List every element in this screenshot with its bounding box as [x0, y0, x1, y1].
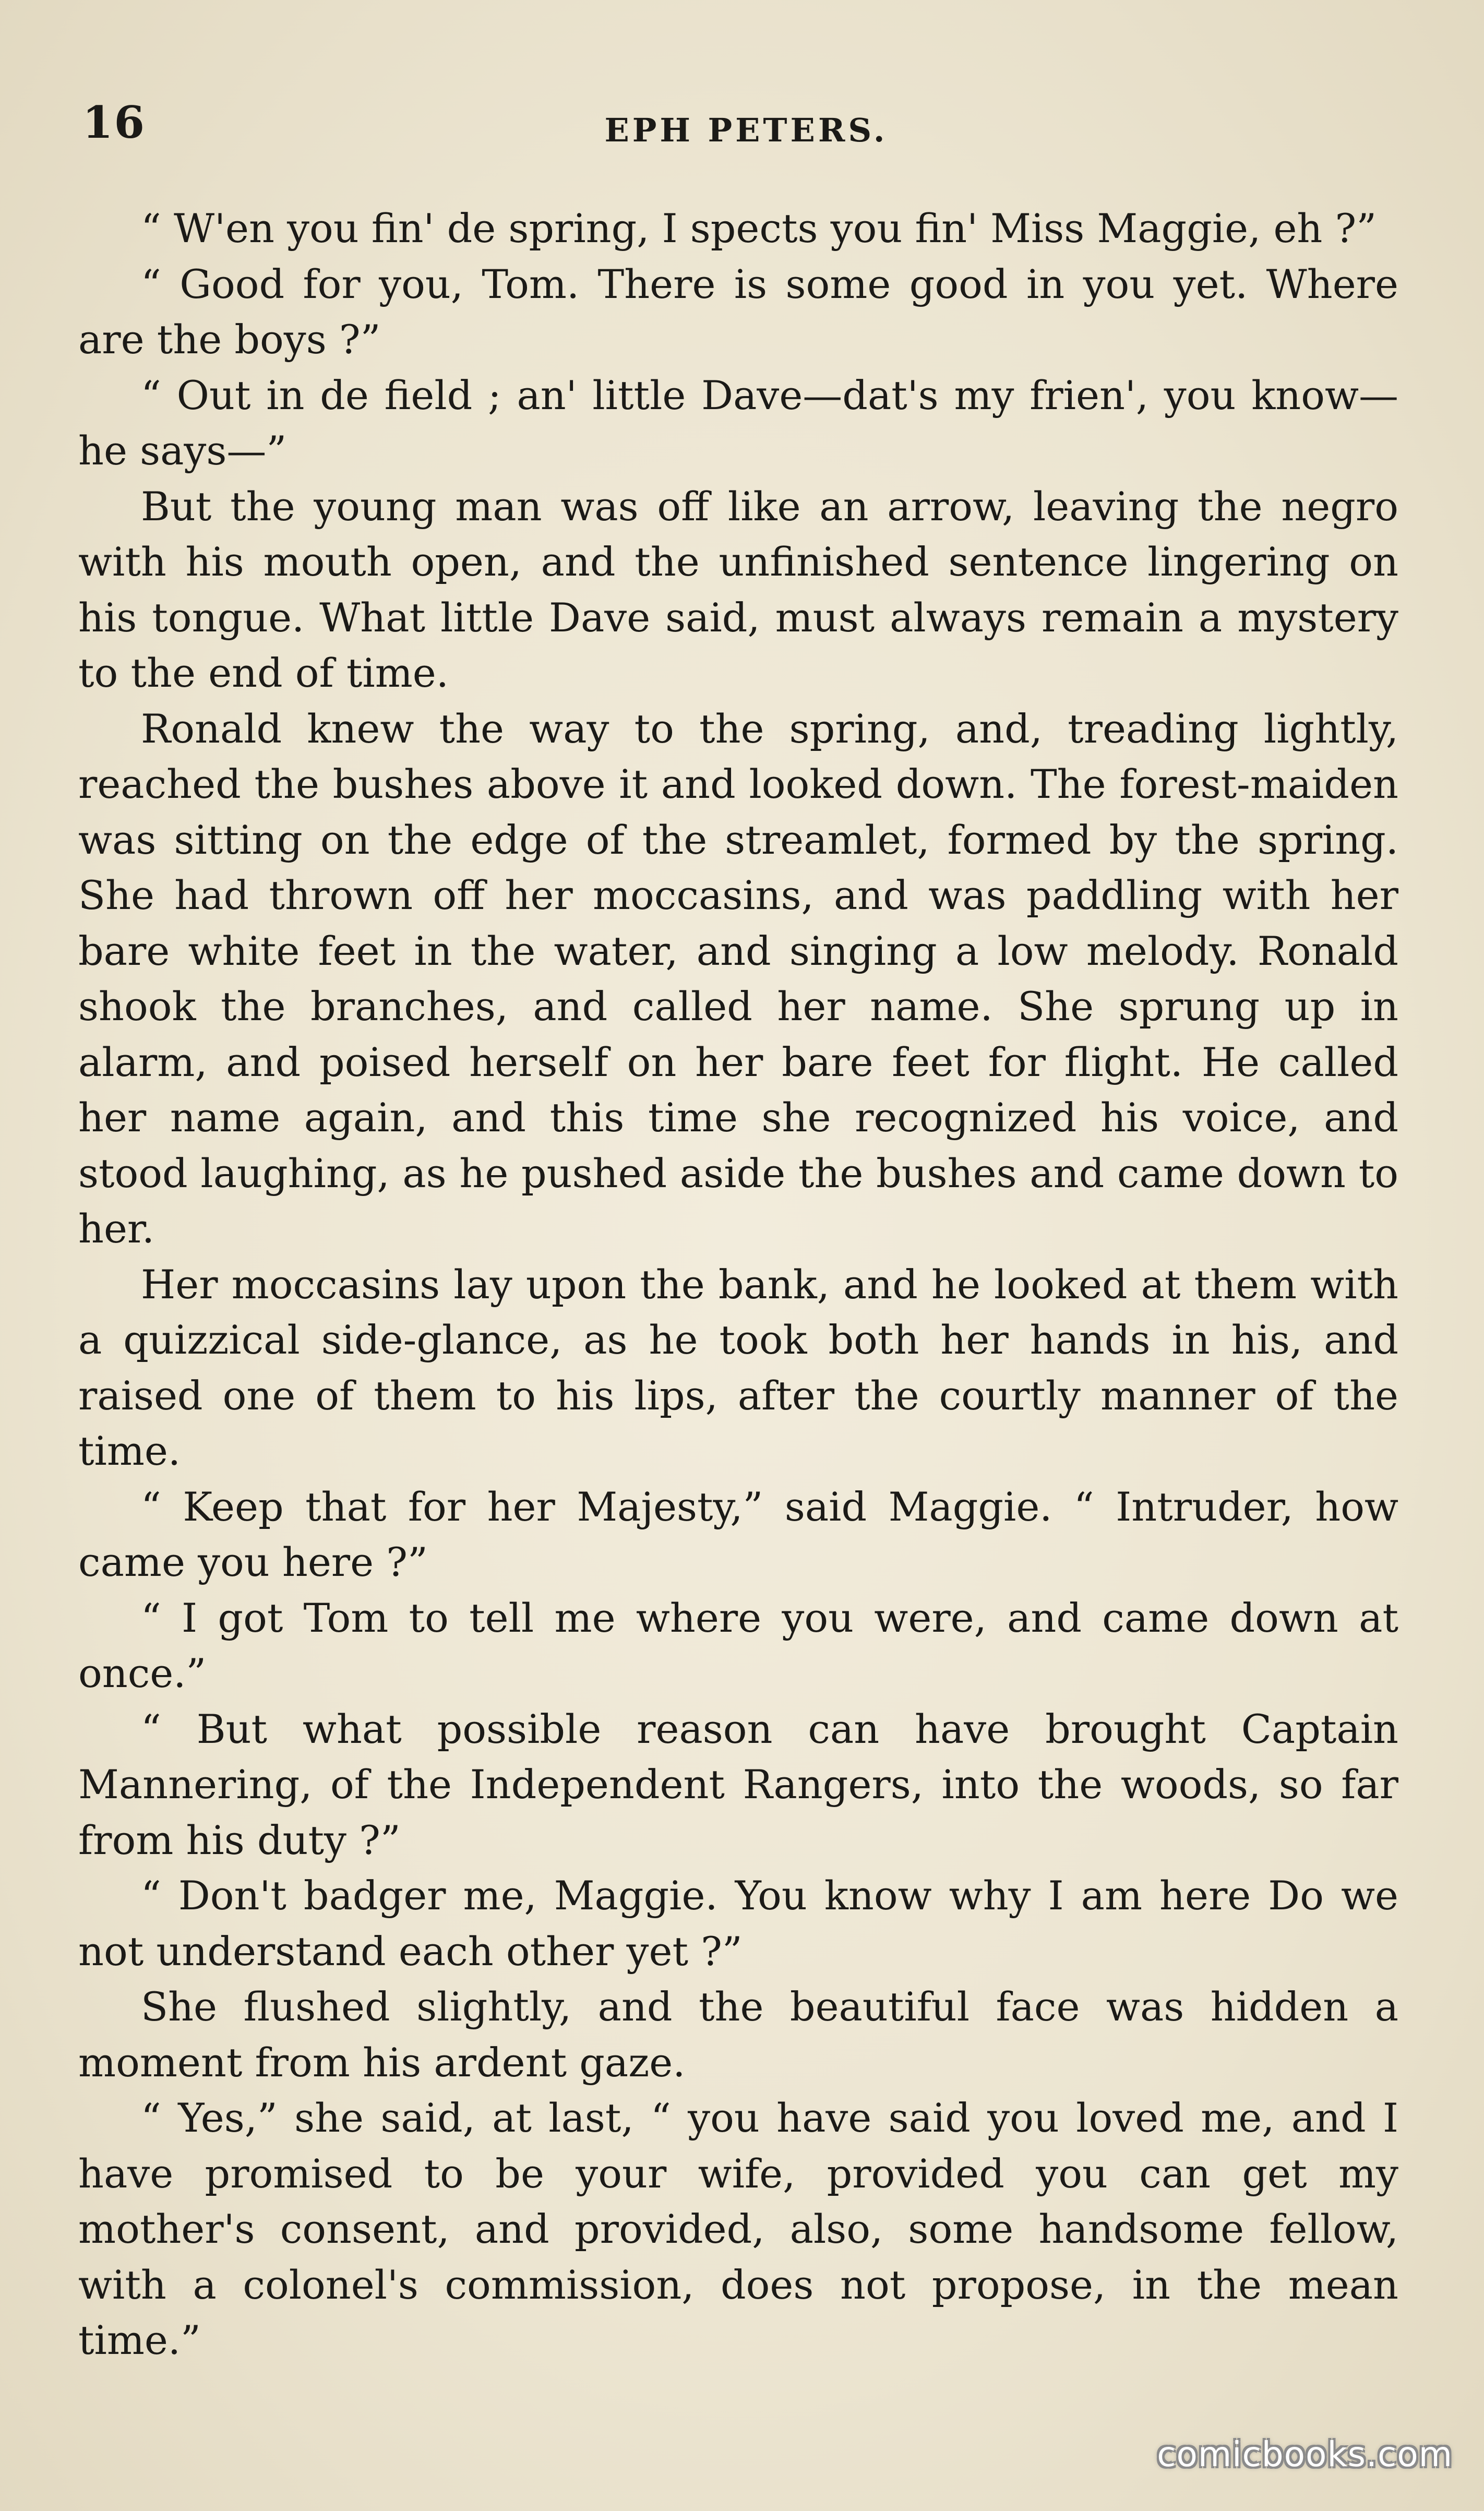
- paragraph: “ Yes,” she said, at last, “ you have said you loved me, and I have promised to be your wife, provided you can get my mother's consent, and provided, also, some handsome fellow, with a colonel's commission, does not propose, in the mean time.”: [78, 2095, 1398, 2363]
- paragraph: Her moccasins lay upon the bank, and he looked at them with a quizzical side-glance, as he took both her hands in his, and raised one of them to his lips, after the courtly manner of the time.: [78, 1261, 1398, 1474]
- paragraph: “ But what possible reason can have brought Captain Mannering, of the Independent Rangers, into the woods, so far from his duty ?”: [78, 1705, 1398, 1863]
- paragraph: But the young man was off like an arrow, leaving the negro with his mouth open, and the unfinished sentence lingering on his tongue. What little Dave said, must always remain a mystery to the end of time.: [78, 483, 1398, 696]
- running-head: EPH PETERS.: [604, 111, 888, 149]
- paragraph: “ W'en you fin' de spring, I spects you fin' Miss Maggie, eh ?”: [141, 205, 1377, 252]
- paragraph: “ Out in de field ; an' little Dave—dat's my frien', you know—he says—”: [78, 372, 1398, 474]
- paragraph: She flushed slightly, and the beautiful face was hidden a moment from his ardent gaze.: [78, 1983, 1398, 2086]
- page-header: [78, 97, 1414, 154]
- paragraph: Ronald knew the way to the spring, and, treading lightly, reached the bushes above it and looked down. The forest-maiden was sitting on the edge of the streamlet, formed by the spring. She had thrown off her moccasins, and was paddling with her bare white feet in the water, and singing a low melody. Ronald shook the branches, and called her name. She sprung up in alarm, and poised herself on her bare feet for flight. He called her name again, and this time she recognized his voice, and stood laughing, as he pushed aside the bushes and came down to her.: [78, 705, 1398, 1252]
- paragraph: “ Keep that for her Majesty,” said Maggie. “ Intruder, how came you here ?”: [78, 1483, 1398, 1585]
- page-number: 16: [82, 97, 146, 148]
- body-text: [78, 201, 1398, 2369]
- paragraph: “ Don't badger me, Maggie. You know why I am here Do we not understand each other yet ?”: [78, 1872, 1398, 1975]
- paragraph: “ I got Tom to tell me where you were, and came down at once.”: [78, 1594, 1398, 1696]
- paragraph: “ Good for you, Tom. There is some good in you yet. Where are the boys ?”: [78, 260, 1398, 363]
- watermark: comicbooks.com: [1157, 2434, 1453, 2474]
